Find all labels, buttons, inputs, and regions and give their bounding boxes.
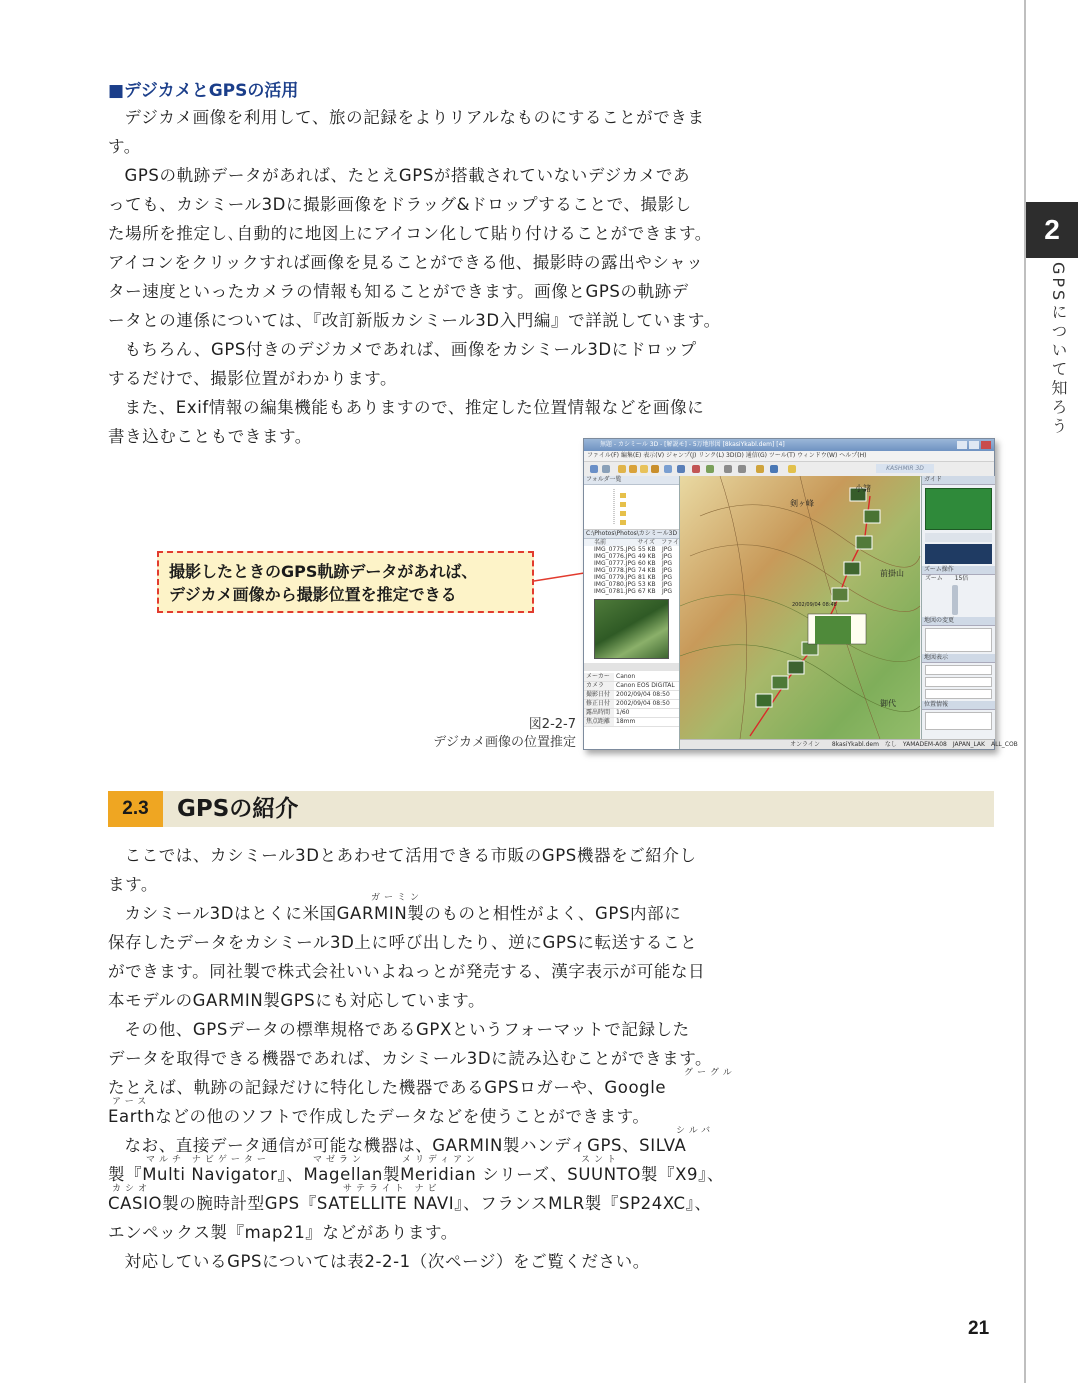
text-line: するだけで、撮影位置がわかります。 (108, 369, 398, 388)
maximize-icon (969, 441, 979, 449)
preview-toolbar (584, 663, 679, 671)
file-row[interactable] (584, 560, 679, 567)
figure-caption-text: デジカメ画像の位置推定 (433, 735, 576, 750)
figure-caption (380, 716, 576, 752)
file-name: IMG_0776.JPG (594, 553, 636, 560)
tool-icon (706, 465, 714, 473)
prop-value: Canon (616, 673, 636, 680)
overview-minimap[interactable] (925, 488, 992, 530)
tool-icon (770, 465, 778, 473)
topo-map[interactable] (680, 476, 920, 739)
prop-key: カメラ (584, 682, 614, 690)
file-name: IMG_0779.JPG (594, 574, 636, 581)
ruby-google: グーグル (684, 1068, 736, 1078)
figure-number: 図2-2-7 (528, 717, 576, 732)
map-label-peak: 前掛山 (880, 569, 904, 578)
tool-icon (788, 465, 796, 473)
map-label-peak: 剣ヶ峰 (790, 499, 814, 508)
text-line: ここでは、カシミール3Dとあわせて活用できる市販のGPS機器をご紹介し (124, 846, 697, 865)
file-row[interactable] (584, 588, 679, 595)
page-number: 21 (968, 1318, 990, 1339)
file-row[interactable] (584, 581, 679, 588)
chapter-number-tab: 2 (1026, 202, 1078, 258)
prop-row (584, 709, 679, 718)
zoom-value: ズーム 15倍 (925, 575, 969, 582)
map-label-town: 御代 (880, 699, 896, 708)
file-type: JPG (662, 553, 673, 560)
tool-icon (590, 465, 598, 473)
file-size: 60 KB (638, 560, 656, 567)
file-path: C:\Photos\Photos\カシミール3D (586, 530, 678, 537)
folder-tree (584, 485, 679, 530)
tool-icon (602, 465, 610, 473)
callout-line: デジカメ画像から撮影位置を推定できる (169, 585, 457, 604)
tool-icon (640, 465, 648, 473)
text-line: たとえば、軌跡の記録だけに特化した機器であるGPSロガーや、Google (108, 1078, 667, 1097)
text-line: ができます。同社製で株式会社いいよねっとが発売する、漢字表示が可能な日 (108, 962, 706, 981)
prop-value: Canon EOS DIGITAL (616, 682, 675, 689)
file-name: IMG_0780.JPG (594, 581, 636, 588)
ruby-silva: シルバ (676, 1126, 715, 1136)
kashmir3d-screenshot (583, 438, 1018, 750)
text-line: 本モデルのGARMIN製GPSにも対応しています。 (108, 991, 486, 1010)
ruby-suunto: スント (581, 1155, 621, 1165)
file-list-header (584, 539, 679, 546)
prop-value: 18mm (616, 718, 636, 725)
layer-list[interactable] (925, 628, 992, 652)
ruby-earth: アース (112, 1097, 151, 1107)
ruby-meridian: メリディアン (402, 1155, 479, 1165)
exif-properties (584, 673, 679, 727)
photo-date-label: 2002/09/04 08:48 (792, 602, 837, 608)
toolbar (584, 462, 994, 477)
status-bar: オンライン 8kasiYkabl.dem なし YAMADEM-A08 JAPAN_LAK ALL_COB (680, 739, 994, 749)
file-name: IMG_0778.JPG (594, 567, 636, 574)
text-line: ます。 (108, 875, 158, 894)
tool-icon (738, 465, 746, 473)
text-line: また、Exif情報の編集機能もありますので、推定した位置情報などを画像に (124, 398, 705, 417)
zoom-slider[interactable] (952, 585, 958, 615)
file-size: 74 KB (638, 567, 656, 574)
folder-tree-icons (584, 485, 678, 529)
text-line: なお、直接データ通信が可能な機器は、GARMIN製ハンディGPS、SILVA (124, 1136, 687, 1155)
window-title-bar (584, 439, 994, 451)
menu-bar: ファイル(F) 編集(E) 表示(V) ジャンプ(J) リンク(L) 3D(D) 通信(G) ツール(T) ウィンドウ(W) ヘルプ(H) (584, 451, 994, 462)
prop-key: 撮影日付 (584, 691, 614, 699)
tool-icon (692, 465, 700, 473)
prop-row (584, 691, 679, 700)
file-size: 55 KB (638, 546, 656, 553)
ruby-magellan: マゼラン (313, 1155, 366, 1165)
text-line: デジカメ画像を利用して、旅の記録をよりリアルなものにすることができま (124, 108, 705, 127)
tool-icon (618, 465, 626, 473)
layers-header: 地図の変更 (922, 617, 995, 626)
section2-body (108, 841, 738, 1276)
col-header-type: ファイ (661, 539, 679, 546)
file-type: JPG (662, 588, 673, 595)
file-type: JPG (662, 560, 673, 567)
file-type: JPG (662, 574, 673, 581)
prop-value: 1/60 (616, 709, 630, 716)
text-line: 対応しているGPSについては表2-2-1（次ページ）をご覧ください。 (124, 1252, 650, 1271)
ruby-garmin: ガーミン (371, 893, 424, 903)
section-heading: ■デジカメとGPSの活用 (108, 81, 299, 101)
zoom-header: ズーム操作 (922, 566, 995, 575)
navigation-panel (921, 476, 995, 739)
prop-key: メーカー (584, 673, 614, 681)
tool-icon (629, 465, 637, 473)
prop-row (584, 700, 679, 709)
text-line: データを取得できる機器であれば、カシミール3Dに読み込むことができます。 (108, 1049, 713, 1068)
section1-body (108, 103, 738, 451)
prop-key: 露出時間 (584, 709, 614, 717)
callout-line: 撮影したときのGPS軌跡データがあれば、 (169, 562, 478, 581)
chapter-title: GPSについて知ろう (1049, 262, 1068, 437)
file-row[interactable] (584, 546, 679, 553)
file-type: JPG (662, 546, 673, 553)
text-line: す。 (108, 137, 141, 156)
text-line: もちろん、GPS付きのデジカメであれば、画像をカシミール3Dにドロップ (124, 340, 697, 359)
text-line: っても、カシミール3Dに撮影画像をドラッグ&ドロップすることで、撮影し (108, 195, 692, 214)
prop-value: 2002/09/04 08:50 (616, 700, 670, 707)
text-line: Earthなどの他のソフトで作成したデータなどを使うことができます。 (108, 1107, 650, 1126)
file-row[interactable] (584, 574, 679, 581)
text-line: アイコンをクリックすれば画像を見ることができる他、撮影時の露出やシャッ (108, 253, 704, 272)
text-line: カシミール3Dはとくに米国GARMIN製のものと相性がよく、GPS内部に (124, 904, 682, 923)
tool-icon (677, 465, 685, 473)
file-name: IMG_0777.JPG (594, 560, 636, 567)
text-line: GPSの軌跡データがあれば、たとえGPSが搭載されていないデジカメであ (124, 166, 691, 185)
text-line: ター速度といったカメラの情報も知ることができます。画像とGPSの軌跡デ (108, 282, 689, 301)
file-row[interactable] (584, 553, 679, 560)
text-line: 書き込むこともできます。 (108, 427, 312, 446)
tool-icon (664, 465, 672, 473)
coord-list (925, 712, 992, 730)
guide-buttons[interactable] (925, 533, 992, 542)
coordinate-display (925, 544, 992, 564)
tool-icon (756, 465, 764, 473)
col-header-size: サイズ (637, 539, 655, 546)
display-select[interactable] (925, 689, 992, 699)
file-name: IMG_0781.JPG (594, 588, 636, 595)
text-line: エンペックス製『map21』などがあります。 (108, 1223, 458, 1242)
section-title: GPSの紹介 (177, 796, 299, 822)
display-select[interactable] (925, 677, 992, 687)
window-title: 無題 - カシミール 3D - [解説モ] - 5万地形図 [8kasiYkabl.dem] [4] (600, 441, 785, 448)
section-number: 2.3 (108, 791, 163, 827)
text-line: 製『Multi Navigator』、Magellan製Meridian シリーズ、SUUNTO製『X9』、 (108, 1165, 725, 1184)
col-header-name: 名前 (594, 539, 607, 546)
file-list (584, 546, 679, 595)
map-label: 小諸 (855, 484, 871, 493)
topo-map-drawing (680, 476, 920, 739)
display-select[interactable] (925, 665, 992, 675)
file-size: 81 KB (638, 574, 656, 581)
photo-preview (594, 599, 669, 659)
file-type: JPG (662, 581, 673, 588)
prop-value: 2002/09/04 08:50 (616, 691, 670, 698)
close-icon (981, 441, 991, 449)
file-size: 49 KB (638, 553, 656, 560)
display-header: 地図表示 (922, 654, 995, 663)
file-size: 67 KB (638, 588, 656, 595)
folder-header: フォルダ一覧 (584, 476, 679, 485)
callout-box (157, 551, 534, 613)
tool-icon (724, 465, 732, 473)
text-line: た場所を推定し､自動的に地図上にアイコン化して貼り付けることができます。 (108, 224, 712, 243)
prop-row (584, 718, 679, 727)
text-line: CASIO製の腕時計型GPS『SATELLITE NAVI』、フランスMLR製『SP24XC』、 (108, 1194, 712, 1213)
file-type: JPG (662, 567, 673, 574)
brand-logo: KASHMIR 3D (876, 464, 934, 473)
file-row[interactable] (584, 567, 679, 574)
guide-header: ガイド (922, 476, 995, 485)
file-name: IMG_0775.JPG (594, 546, 636, 553)
prop-row (584, 673, 679, 682)
text-line: その他、GPSデータの標準規格であるGPXというフォーマットで記録した (124, 1020, 690, 1039)
left-pane (584, 476, 680, 749)
ruby-satellite-navi: サテライト ナビ (343, 1184, 441, 1194)
minimize-icon (957, 441, 967, 449)
prop-key: 修正日付 (584, 700, 614, 708)
ruby-multi-navigator: マルチ ナビゲーター (146, 1155, 270, 1165)
coord-header: 位置情報 (922, 701, 995, 710)
ruby-casio: カシオ (112, 1184, 152, 1194)
text-line: 保存したデータをカシミール3D上に呼び出したり、逆にGPSに転送すること (108, 933, 698, 952)
prop-key: 焦点距離 (584, 718, 614, 726)
prop-row (584, 682, 679, 691)
text-line: ータとの連係については、『改訂新版カシミール3D入門編』で詳説しています。 (108, 311, 721, 330)
tool-icon (651, 465, 659, 473)
file-size: 53 KB (638, 581, 656, 588)
